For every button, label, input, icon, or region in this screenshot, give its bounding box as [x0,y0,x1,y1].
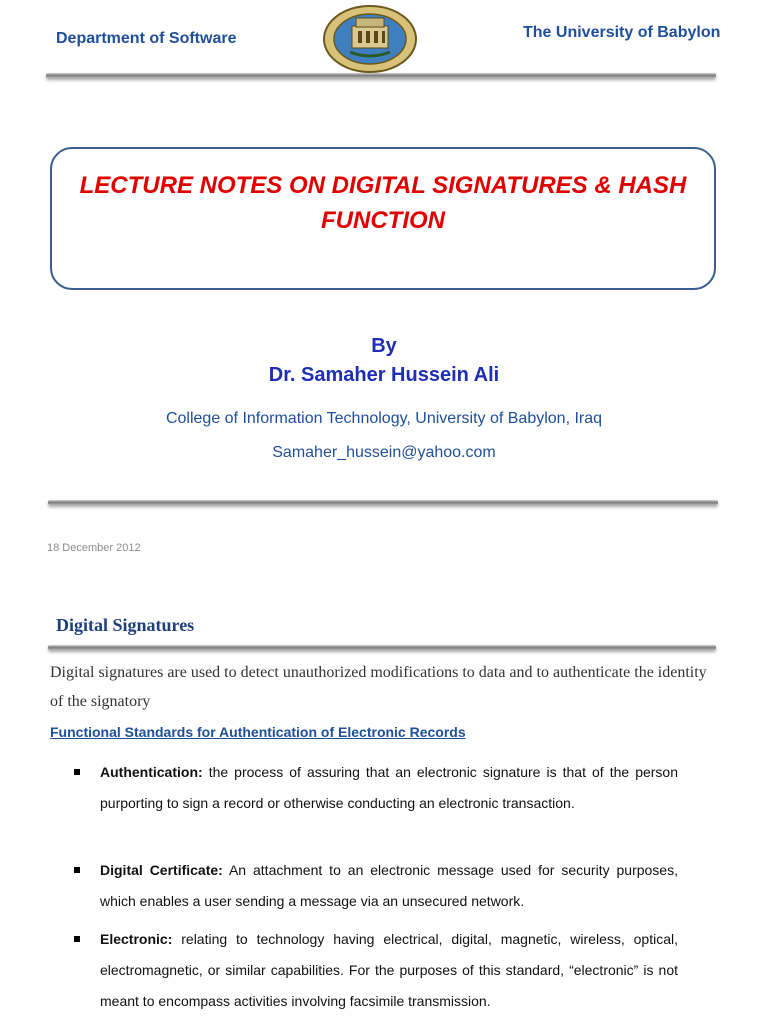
author-name: Dr. Samaher Hussein Ali [268,364,500,386]
bullet-square [74,769,80,775]
section-heading: Digital Signatures [56,615,195,635]
by-label: By [371,335,397,357]
lecture-title: LECTURE NOTES ON DIGITAL SIGNATURES & HASH FUNCTION [79,172,687,234]
author-email[interactable]: Samaher_hussein@yahoo.com [272,444,496,461]
bullet-electronic: Electronic: relating to technology having electrical, digital, magnetic, wireless, optical, electromagnetic, or similar capabilities. For the purposes of this standard, “electronic” is not meant to encompass activities involving facsimile transmission. [100,931,678,1009]
lecture-date: 18 December 2012 [47,542,141,554]
bullet-square [74,867,80,873]
intro-paragraph: Digital signatures are used to detect unauthorized modifications to data and to authenticate the identity of the signatory [50,664,707,710]
bullet-square [74,936,80,942]
functional-standards-link[interactable]: Functional Standards for Authentication of Electronic Records [50,724,466,740]
department-label: Department of Software [56,30,237,47]
author-divider [48,500,718,505]
bullet-digital-certificate: Digital Certificate: An attachment to an electronic message used for security purposes, which enables a user sending a message via an unsecured network. [100,862,678,909]
university-seal-logo [322,4,418,74]
affiliation: College of Information Technology, University of Babylon, Iraq [165,410,603,427]
section-divider [48,645,716,650]
university-label: The University of Babylon [523,24,721,41]
header-divider [46,73,716,78]
bullet-authentication: Authentication: the process of assuring that an electronic signature is that of the person purporting to sign a record or otherwise conducting an electronic transaction. [100,764,678,811]
